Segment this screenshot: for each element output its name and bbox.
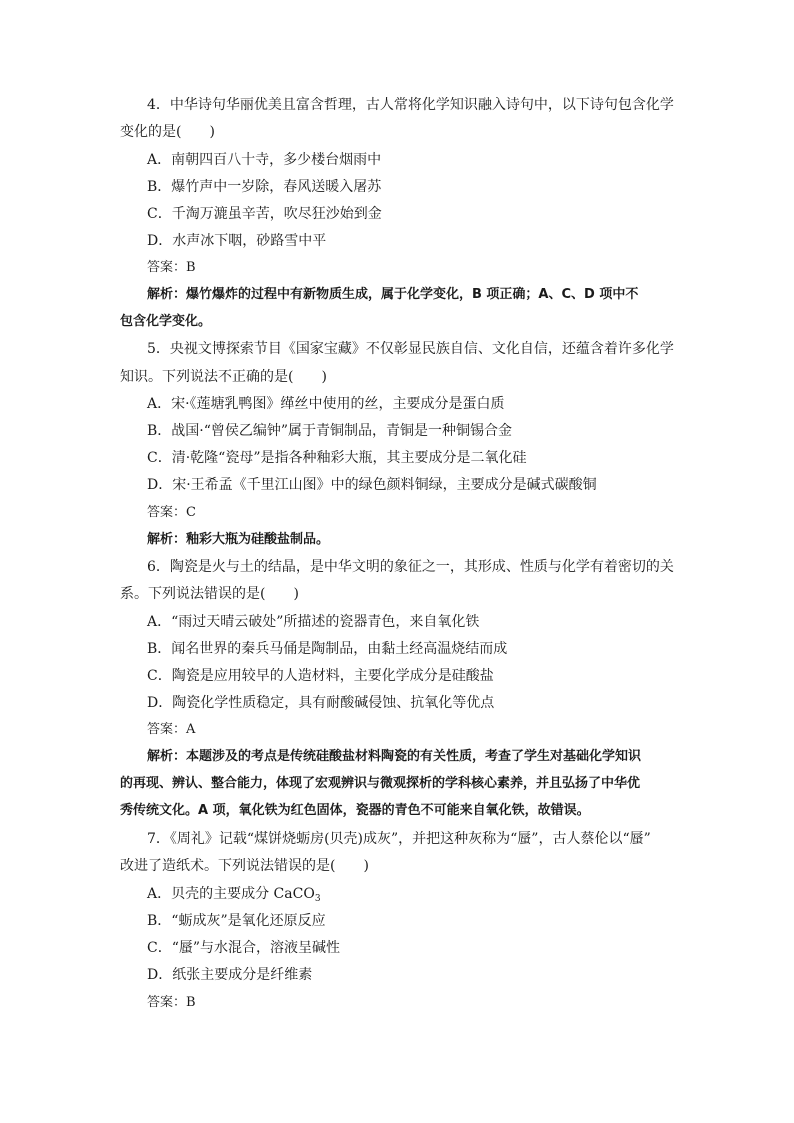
q6-explanation-line-1: 解析：本题涉及的考点是传统硅酸盐材料陶瓷的有关性质，考查了学生对基础化学知识 bbox=[147, 749, 642, 764]
q7-answer: 答案：B bbox=[147, 995, 196, 1010]
q5-option-c: C．清·乾隆“瓷母”是指各种釉彩大瓶，其主要成分是二氧化硅 bbox=[147, 450, 527, 466]
q4-explanation-line-1: 解析：爆竹爆炸的过程中有新物质生成，属于化学变化，B 项正确；A、C、D 项中不 bbox=[147, 287, 639, 302]
q4-option-a: A．南朝四百八十寺，多少楼台烟雨中 bbox=[147, 152, 382, 168]
q5-stem-line-1: 5．央视文博探索节目《国家宝藏》不仅彰显民族自信、文化自信，还蕴含着许多化学 bbox=[147, 341, 674, 357]
q7-option-c: C．“蜃”与水混合，溶液呈碱性 bbox=[147, 940, 341, 956]
q7-option-b: B．“蛎成灰”是氧化还原反应 bbox=[147, 913, 326, 929]
q5-stem-line-2: 知识。下列说法不正确的是( ) bbox=[120, 369, 327, 385]
q5-option-b: B．战国·“曾侯乙编钟”属于青铜制品，青铜是一种铜锡合金 bbox=[147, 423, 513, 439]
q7-option-d: D．纸张主要成分是纤维素 bbox=[147, 967, 313, 983]
q5-option-a: A．宋·《莲塘乳鸭图》缂丝中使用的丝，主要成分是蛋白质 bbox=[147, 396, 505, 412]
q6-option-d: D．陶瓷化学性质稳定，具有耐酸碱侵蚀、抗氧化等优点 bbox=[147, 695, 495, 711]
q6-explanation-line-2: 的再现、辨认、整合能力，体现了宏观辨识与微观探析的学科核心素养，并且弘扬了中华优 bbox=[120, 776, 641, 791]
q6-stem-line-1: 6．陶瓷是火与土的结晶，是中华文明的象征之一，其形成、性质与化学有着密切的关 bbox=[147, 559, 674, 575]
q7-option-a-subscript: 3 bbox=[314, 894, 321, 904]
q4-stem-line-1: 4．中华诗句华丽优美且富含哲理，古人常将化学知识融入诗句中，以下诗句包含化学 bbox=[147, 97, 674, 113]
q4-option-b: B．爆竹声中一岁除，春风送暖入屠苏 bbox=[147, 179, 382, 195]
q4-stem-line-2: 变化的是( ) bbox=[120, 124, 215, 140]
q4-answer: 答案：B bbox=[147, 260, 196, 275]
q4-option-d: D．水声冰下咽，砂路雪中平 bbox=[147, 233, 327, 249]
q7-stem-line-1: 7．《周礼》记载“煤饼烧蛎房(贝壳)成灰”，并把这种灰称为“蜃”，古人蔡伦以“蜃” bbox=[147, 831, 651, 847]
q7-stem-line-2: 改进了造纸术。下列说法错误的是( ) bbox=[120, 858, 369, 874]
q5-option-d: D．宋·王希孟《千里江山图》中的绿色颜料铜绿，主要成分是碱式碳酸铜 bbox=[147, 477, 597, 493]
q7-option-a bbox=[147, 884, 321, 904]
q7-option-a-text: A．贝壳的主要成分 CaCO bbox=[147, 886, 315, 902]
q6-answer: 答案：A bbox=[147, 722, 196, 737]
q6-stem-line-2: 系。下列说法错误的是( ) bbox=[120, 586, 299, 602]
q6-option-c: C．陶瓷是应用较早的人造材料，主要化学成分是硅酸盐 bbox=[147, 668, 494, 684]
q6-option-b: B．闻名世界的秦兵马俑是陶制品，由黏土经高温烧结而成 bbox=[147, 641, 508, 657]
q4-option-c: C．千淘万漉虽辛苦，吹尽狂沙始到金 bbox=[147, 206, 382, 222]
q5-answer: 答案：C bbox=[147, 505, 196, 520]
q4-explanation-line-2: 包含化学变化。 bbox=[120, 314, 212, 329]
q5-explanation-line-1: 解析：釉彩大瓶为硅酸盐制品。 bbox=[147, 532, 330, 547]
q6-explanation-line-3: 秀传统文化。A 项，氧化铁为红色固体，瓷器的青色不可能来自氧化铁，故错误。 bbox=[120, 803, 590, 818]
q6-option-a: A．“雨过天晴云破处”所描述的瓷器青色，来自氧化铁 bbox=[147, 614, 480, 630]
